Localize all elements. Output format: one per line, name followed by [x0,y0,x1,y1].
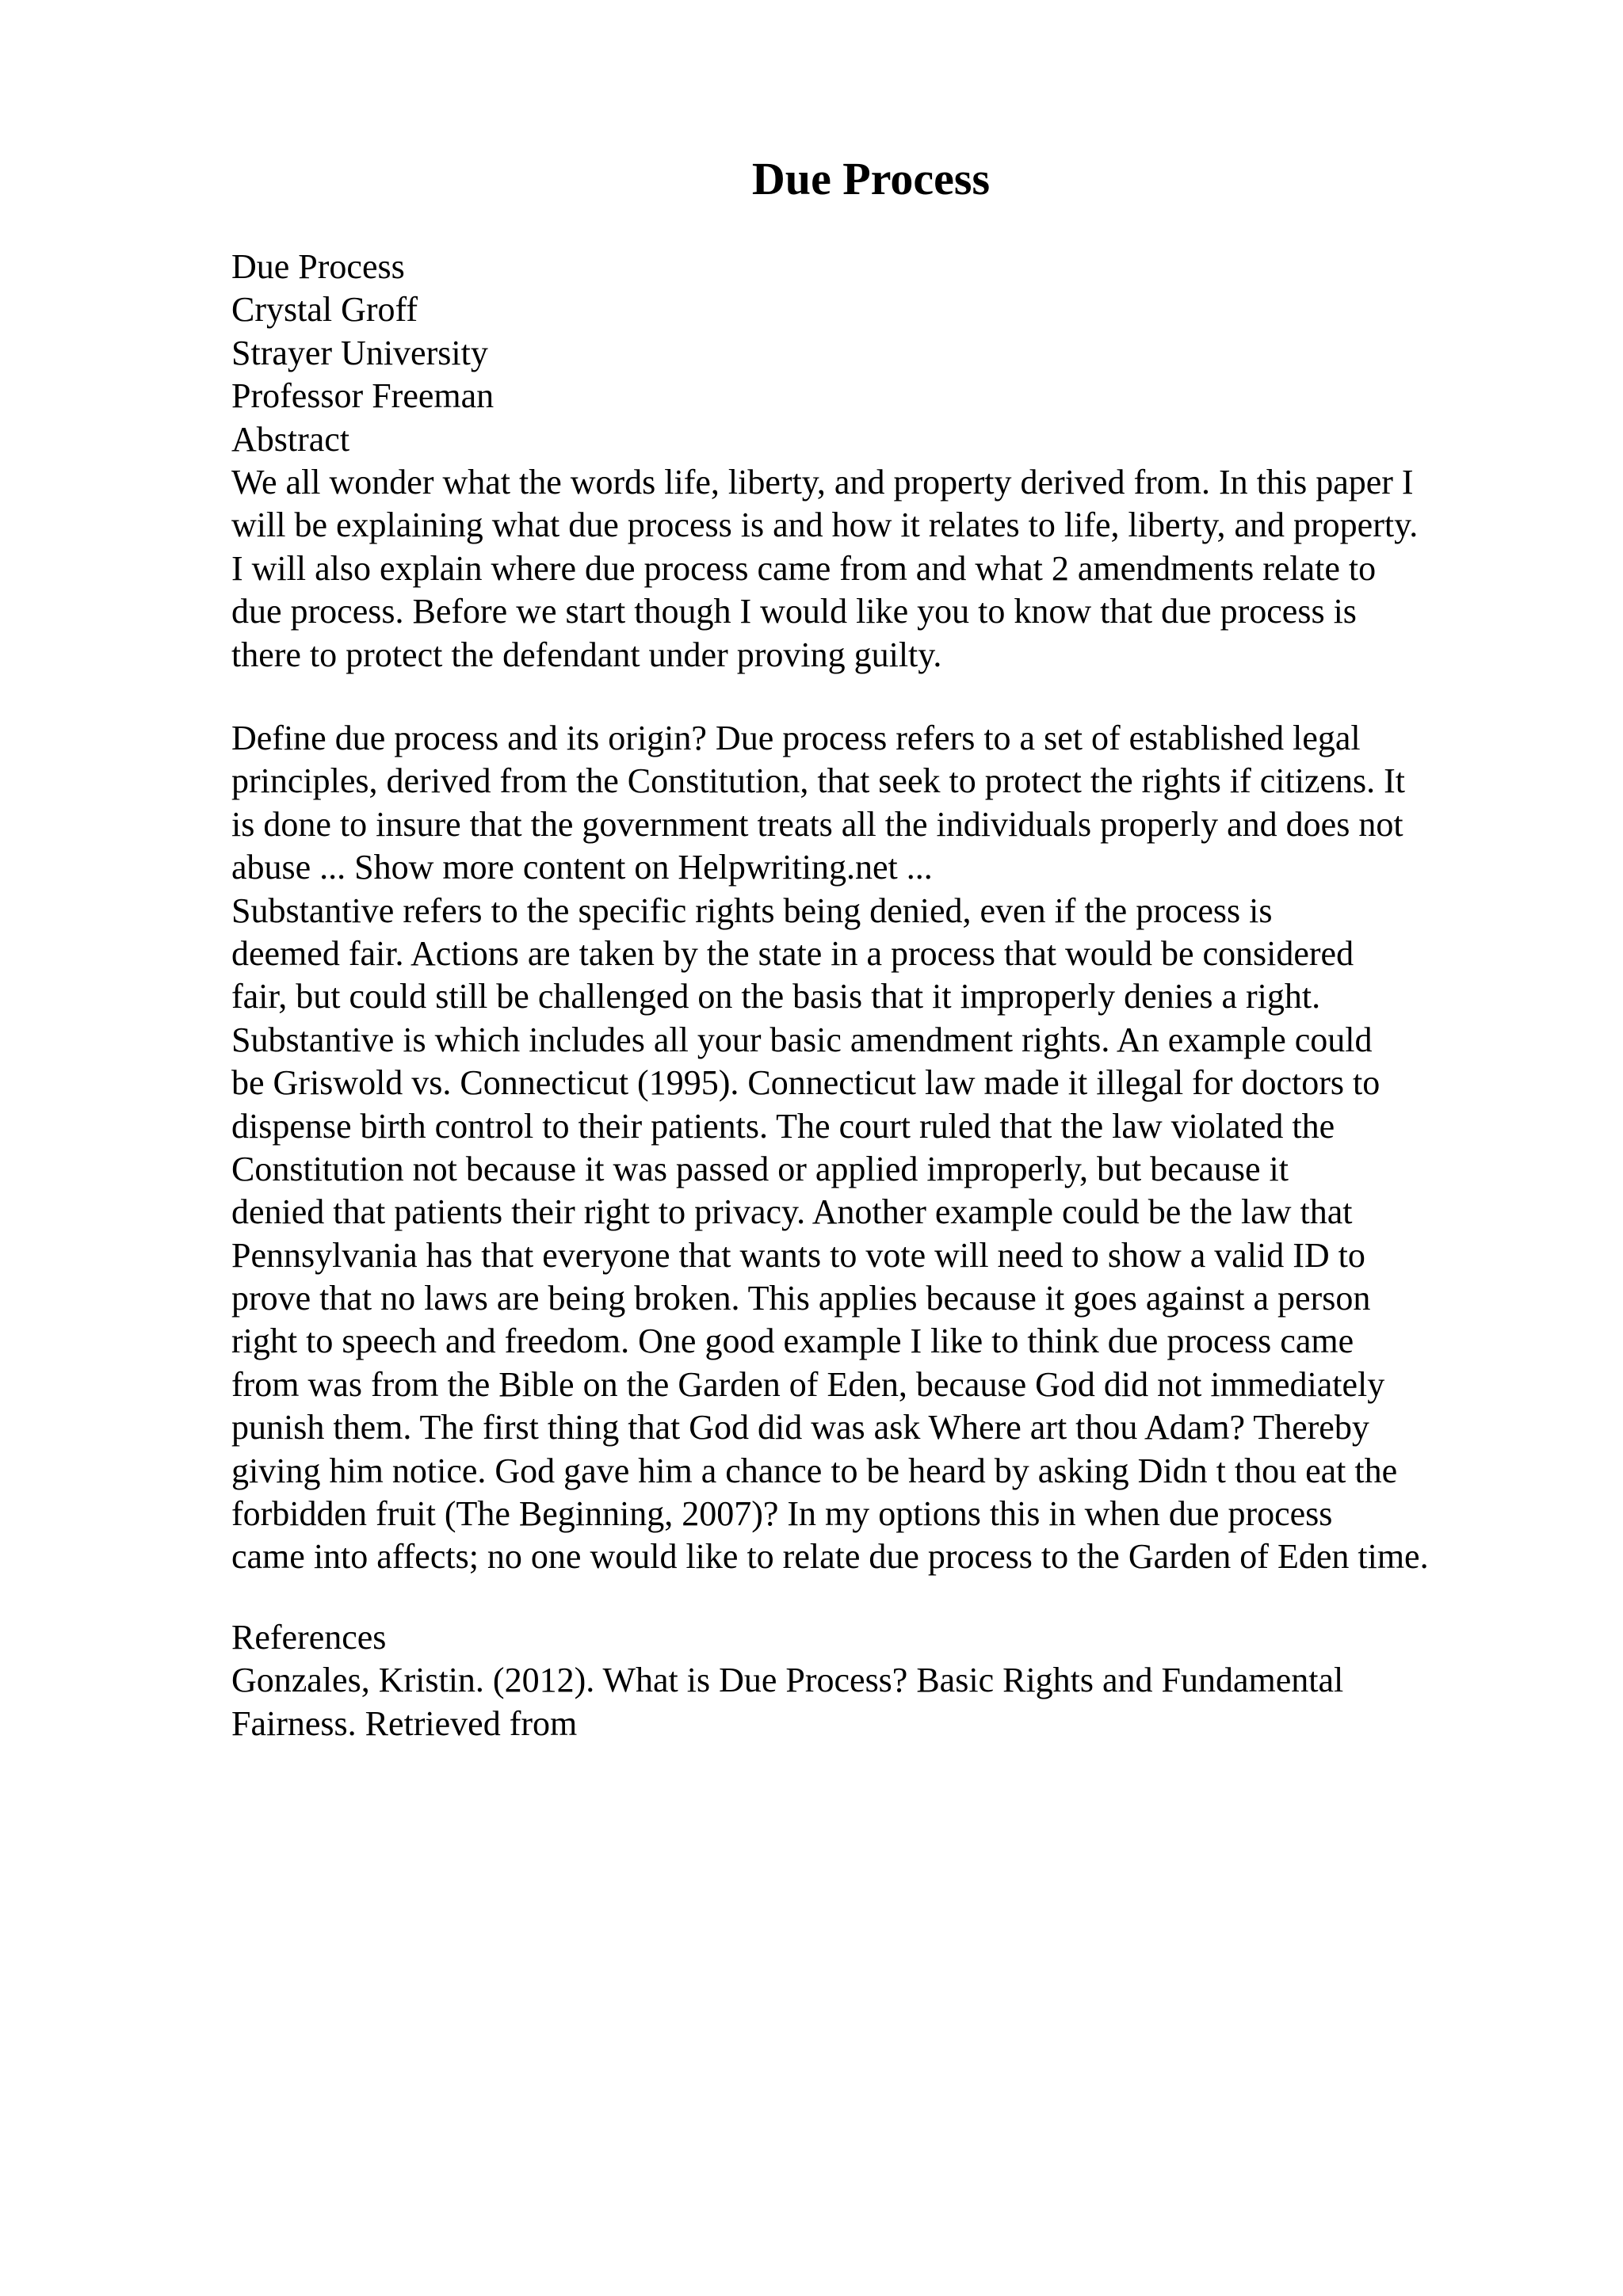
header-block [231,246,1418,677]
header-line-title: Due Process [231,247,405,286]
abstract-line: due process. Before we start though I would like you to know that due process is [231,592,1357,631]
body-line: Define due process and its origin? Due process refers to a set of established legal [231,719,1361,757]
body-block [231,717,1429,1579]
body-line: Substantive is which includes all your basic amendment rights. An example could [231,1020,1373,1059]
body-line: be Griswold vs. Connecticut (1995). Connecticut law made it illegal for doctors to [231,1063,1381,1103]
body-line: dispense birth control to their patients. The court ruled that the law violated the [231,1106,1335,1146]
reference-entry-line: Fairness. Retrieved from [231,1703,578,1743]
header-line-author: Crystal Groff [231,290,418,330]
document-title: Due Process [751,153,991,204]
abstract-line: will be explaining what due process is and how it relates to life, liberty, and property. [231,505,1419,545]
body-line: deemed fair. Actions are taken by the state in a process that would be considered [231,933,1354,973]
header-line-professor: Professor Freeman [231,376,495,416]
body-line: right to speech and freedom. One good example I like to think due process came [231,1322,1354,1361]
body-line: is done to insure that the government treats all the individuals properly and does not [231,804,1403,844]
body-line: Pennsylvania has that everyone that wants to vote will need to show a valid ID to [231,1235,1365,1275]
header-line-institution: Strayer University [231,333,488,372]
body-line: prove that no laws are being broken. This applies because it goes against a person [231,1279,1371,1318]
reference-entry-line: Gonzales, Kristin. (2012). What is Due Process? Basic Rights and Fundamental [231,1661,1344,1700]
abstract-line: I will also explain where due process came from and what 2 amendments relate to [231,548,1377,588]
body-line: denied that patients their right to privacy. Another example could be the law that [231,1192,1353,1232]
body-line: abuse ... Show more content on Helpwriting.net ... [231,848,933,887]
references-heading: References [231,1618,387,1657]
body-line: giving him notice. God gave him a chance to be heard by asking Didn t thou eat the [231,1451,1398,1490]
body-line: fair, but could still be challenged on the basis that it improperly denies a right. [231,977,1321,1016]
body-line: Substantive refers to the specific rights being denied, even if the process is [231,891,1273,930]
body-line: from was from the Bible on the Garden of Eden, because God did not immediately [231,1364,1385,1404]
body-line: punish them. The first thing that God did was ask Where art thou Adam? Thereby [231,1408,1369,1447]
body-line: forbidden fruit (The Beginning, 2007)? In my options this in when due process [231,1494,1333,1534]
body-line: principles, derived from the Constitution, that seek to protect the rights if citizens. It [231,761,1405,801]
body-line: came into affects; no one would like to relate due process to the Garden of Eden time. [231,1537,1429,1577]
abstract-line: there to protect the defendant under proving guilty. [231,635,942,674]
abstract-line: We all wonder what the words life, liberty, and property derived from. In this paper I [231,462,1414,502]
references-block [231,1616,1343,1745]
abstract-heading: Abstract [231,419,350,459]
body-line: Constitution not because it was passed or applied improperly, but because it [231,1149,1289,1188]
